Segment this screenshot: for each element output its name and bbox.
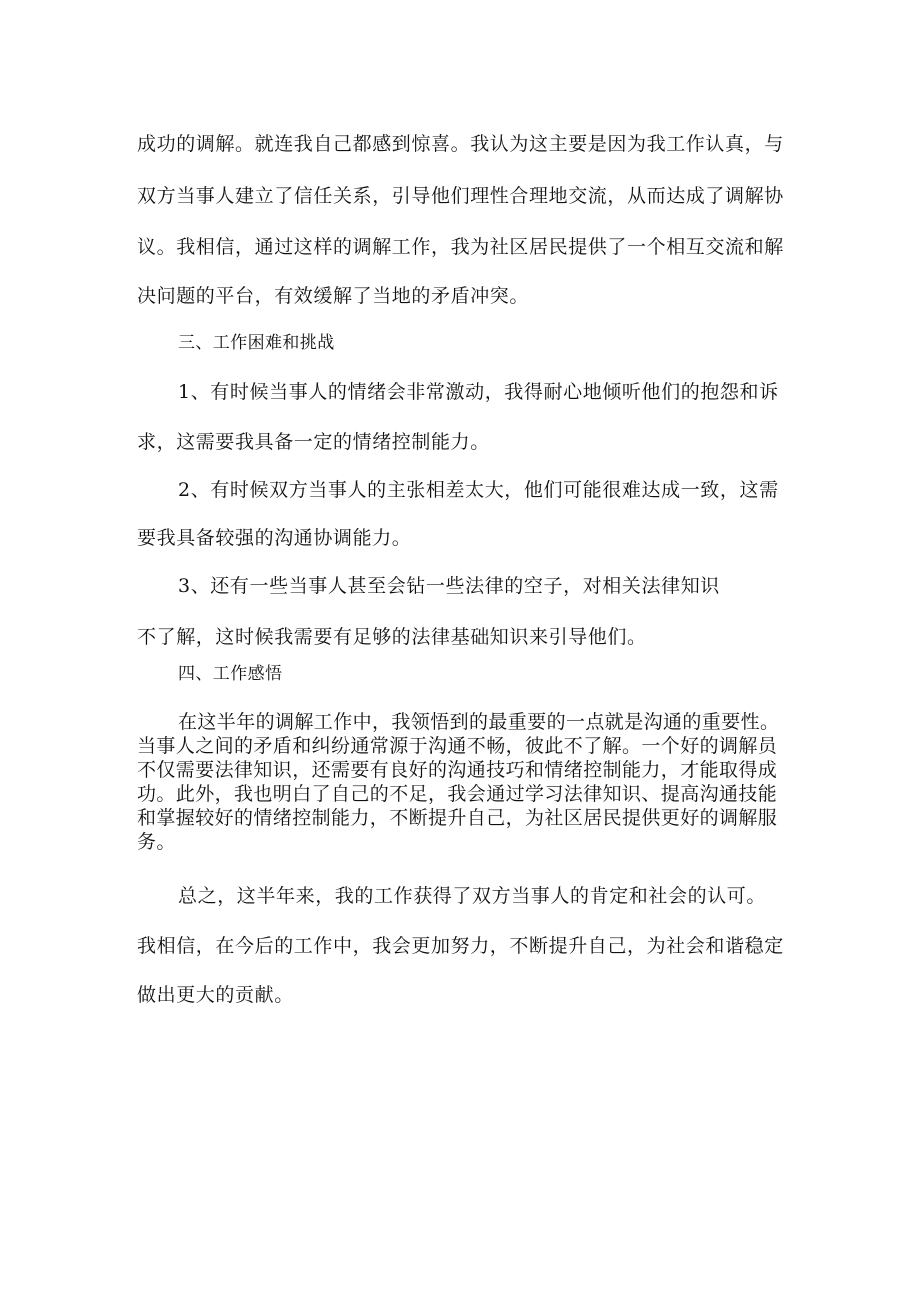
para1-line-3: 议。我相信，通过这样的调解工作，我为社区居民提供了一个相互交流和解 xyxy=(137,236,784,258)
insight-line-3: 不仅需要法律知识，还需要有良好的沟通技巧和情绪控制能力，才能取得成 xyxy=(137,759,778,781)
insight-line-5: 和掌握较好的情绪控制能力，不断提升自己，为社区居民提供更好的调解服 xyxy=(137,807,778,829)
item3-line-1: 3、还有一些当事人甚至会钻一些法律的空子，对相关法律知识 xyxy=(178,575,720,597)
item2-line-2: 要我具备较强的沟通协调能力。 xyxy=(137,527,412,549)
para1-line-2: 双方当事人建立了信任关系，引导他们理性合理地交流，从而达成了调解协 xyxy=(137,185,784,207)
insight-paragraph xyxy=(137,710,807,854)
para1-line-4: 决问题的平台，有效缓解了当地的矛盾冲突。 xyxy=(137,285,530,307)
item2-line-1: 2、有时候双方当事人的主张相差太大，他们可能很难达成一致，这需 xyxy=(178,479,779,501)
insight-line-4: 功。此外，我也明白了自己的不足，我会通过学习法律知识、提高沟通技能 xyxy=(137,783,778,805)
conclusion-line-1: 总之，这半年来，我的工作获得了双方当事人的肯定和社会的认可。 xyxy=(178,885,767,907)
section-heading-insights: 四、工作感悟 xyxy=(178,664,283,684)
item1-line-2: 求，这需要我具备一定的情绪控制能力。 xyxy=(137,431,490,453)
conclusion-line-2: 我相信，在今后的工作中，我会更加努力，不断提升自己，为社会和谐稳定 xyxy=(137,935,784,957)
insight-line-2: 当事人之间的矛盾和纠纷通常源于沟通不畅，彼此不了解。一个好的调解员 xyxy=(137,735,778,757)
item3-line-2: 不了解，这时候我需要有足够的法律基础知识来引导他们。 xyxy=(137,626,647,648)
conclusion-line-3: 做出更大的贡献。 xyxy=(137,984,294,1006)
insight-line-6: 务。 xyxy=(137,831,176,853)
para1-line-1: 成功的调解。就连我自己都感到惊喜。我认为这主要是因为我工作认真，与 xyxy=(137,133,784,155)
insight-line-1: 在这半年的调解工作中，我领悟到的最重要的一点就是沟通的重要性。 xyxy=(178,711,780,733)
item1-line-1: 1、有时候当事人的情绪会非常激动，我得耐心地倾听他们的抱怨和诉 xyxy=(178,381,779,403)
section-heading-difficulties: 三、工作困难和挑战 xyxy=(178,333,335,353)
